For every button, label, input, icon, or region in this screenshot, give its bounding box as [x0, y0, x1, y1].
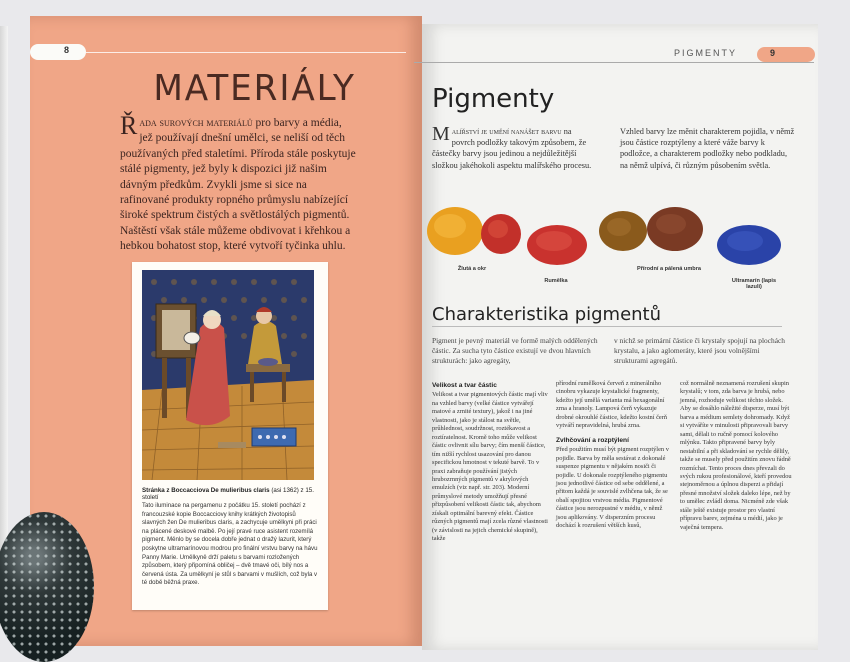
- pigments-lead-right: Vzhled barvy lze měnit charakterem pojidla, v němž jsou částice rozptýleny a které váže barvy k podložce, a charakterem podložky nebo podkladu, na němž ulpívá, či různým působením světla.: [620, 127, 795, 170]
- right-header-rule: [414, 62, 814, 63]
- left-header-rule: [86, 52, 406, 53]
- column-3-text: což normálně neznamená rozrušení skupin krystalů; v tom, zda barva je hrubá, nebo jemná, rozhoduje velikost těchto složek. Aby se dosáhlo náležité disperze, musí být barva a médium semlety dohromady. Když si vytváříte v minulosti připravovali barvy sami, dělali to ručně pomocí kolového mlýnku. Takto připravené barvy byly nestabilní a při skladování se rychle dělily, takže se musely před použitím znovu řádně rozmíchat. Tento proces dnes převzali do svých rukou profesionálové, kteří provedou stejnoměrnou a úplnou disperzi a přidají přesné množství složek daleko lépe, než by to umělec zvládl doma. Nicméně zde však stále ještě existuje prostor pro vlastní přípravu barev, zejména u médií, jako je vaječná tempera.: [680, 380, 792, 531]
- page-number-right: 9: [770, 48, 776, 58]
- pigment-label-umber: Přírodní a pálená umbra: [636, 266, 702, 272]
- characteristics-intro-left: Pigment je pevný materiál ve formě malých oddělených částic. Za sucha tyto částice existují ve dvou hlavních strukturách: jako agregáty,: [432, 336, 598, 365]
- page-number-tab-right: [757, 47, 815, 62]
- pigments-lead-paragraph: [432, 123, 592, 171]
- pigment-label-vermilion: Rumělka: [544, 278, 568, 284]
- intro-text: pro barvy a média, jež používají dnešní umělci, se neliší od těch používaných před staletími. Příroda stále poskytuje stálé pigmenty, jež byly k dispozici již našim dávným předkům. Zvykli jsme si sice na rafinované produkty ropného průmyslu nabízející široké spektrum čistých a světlostálých pigmentů. Naštěstí však stále můžeme obdivovat i křehkou a hebkou bohatost stop, které vytvoří tyčinka uhlu.: [120, 117, 356, 253]
- illumination-figure: [132, 262, 328, 610]
- pigment-label-ultramarine: Ultramarín (lapis lazuli): [731, 278, 777, 290]
- section-rule: [432, 326, 782, 327]
- figure-caption-rest: (asi 1362) z 15. století: [142, 487, 314, 501]
- intro-smallcaps: ada surových materiálů: [139, 117, 253, 129]
- running-head: PIGMENTY: [674, 48, 738, 58]
- section-title-characteristics: Charakteristika pigmentů: [432, 304, 662, 325]
- section-title-pigmenty: Pigmenty: [432, 84, 555, 114]
- figure-description: Tato iluminace na pergamenu z počátku 15. století pochází z francouzské kopie Boccacciovy knihy krátkých životopisů slavných žen De mulieribus claris, a zachycuje umělkyni při práci na plácené deskové malbě. Po její pravé ruce asistent rozemílá pigment. Měnlo by se docela dobře jednat o dražý lazurit, který poskytne ultramarínovou modrou pro finální vrstvu barvy na hávu Panny Marie. Umělkyně drží paletu s barvami rozložených způsobem, který připomíná obličej – dvě tmavé oči, bílý nos a červená ústa. Za umělkyní je stůl s barvami v mušlích, což byla v té době běžná praxe.: [142, 502, 318, 587]
- column-1-text: Velikost a tvar pigmentových částic mají vliv na vzhled barvy (velké částice vytvářejí matové a zrnité textury), jakož i na jiné vlastnosti, jako je stálost na světle, průhlednost, soudržnost, roztékavost a roztíratelnost. Kromě toho může velikost částic ovlivnit sílu barvy; čím menší částice, tím nižší rychlost usazování pro danou specifickou hmotnost v tekuté barvě. To v praxi zabraňuje používání jistých hrubozrnných pigmentů v akrylových emulzích (viz např. str. 203). Moderní průmyslové metody umožňují přesné přizpůsobení velikosti částic tak, abychom získali optimální barevný efekt. Částice různých pigmentů mají zcela různé vlastnosti (v závislosti na jejich chemické skupině), takže: [432, 391, 548, 543]
- page-title-materialy: MATERIÁLY: [153, 68, 356, 109]
- page-number-tab-left: [30, 44, 86, 60]
- left-intro-paragraph: [120, 111, 358, 255]
- text-column-1: [432, 380, 550, 544]
- drop-cap: Ř: [120, 111, 138, 140]
- column-2-text-top: přírodní rumělková červeň z minerálního cinobru vykazuje krystalické fragmenty, kdežto její umělá varianta má hexagonální zrna a hranoly. Lampová čerň vykazuje drobné okrouhlé částice, kdežto kostní čerň vytváří nepravidelná, hrubá zrna.: [556, 380, 668, 430]
- figure-caption: [142, 487, 318, 501]
- pigment-powders-image: [422, 200, 798, 276]
- page-number-left: 8: [64, 45, 70, 55]
- pigment-label-yellow-ochre: Žlutá a okr: [457, 266, 487, 272]
- lead-smallcaps: alířství je umění nanášet barvu: [451, 127, 562, 136]
- column-2-text: Před použitím musí být pigment rozptýlen v pojidle. Barva by měla sestávat z dokonalé suspenze pigmentu v nějakém nosiči či pojidle. U dokonale rozptýleného pigmentu jsou jednotlivé částice od sebe oddělené, a přitom každá je souvislé zvlhčena tak, že se obalí spojitou vrstvou média. Pigmentové částice jsou nerozpustné v médiu, v němž jsou aplikovány. V disperzním procesu dochází k rozrušení větších kusů,: [556, 446, 669, 530]
- subheading-wetting: Zvlhčování a rozptýlení: [556, 436, 629, 444]
- text-column-3: [680, 380, 792, 532]
- lead-drop-cap: M: [432, 123, 450, 145]
- text-column-2: [556, 380, 674, 531]
- figure-caption-bold: Stránka z Boccacciova De mulieribus claris: [142, 487, 270, 494]
- lead-text: na povrch podložky takovým způsobem, že částečky barvy jsou jedinou a nejdůležitější složkou jakéhokoli aspektu malířského procesu.: [432, 127, 592, 170]
- manuscript-illumination-image: [142, 270, 314, 480]
- subheading-particle-size: Velikost a tvar částic: [432, 382, 497, 389]
- characteristics-intro-right: v nichž se primární částice či krystaly spojují na plochách krystalu, a jako aglomeráty, které jsou volnějšími strukturami agregátů.: [614, 336, 785, 365]
